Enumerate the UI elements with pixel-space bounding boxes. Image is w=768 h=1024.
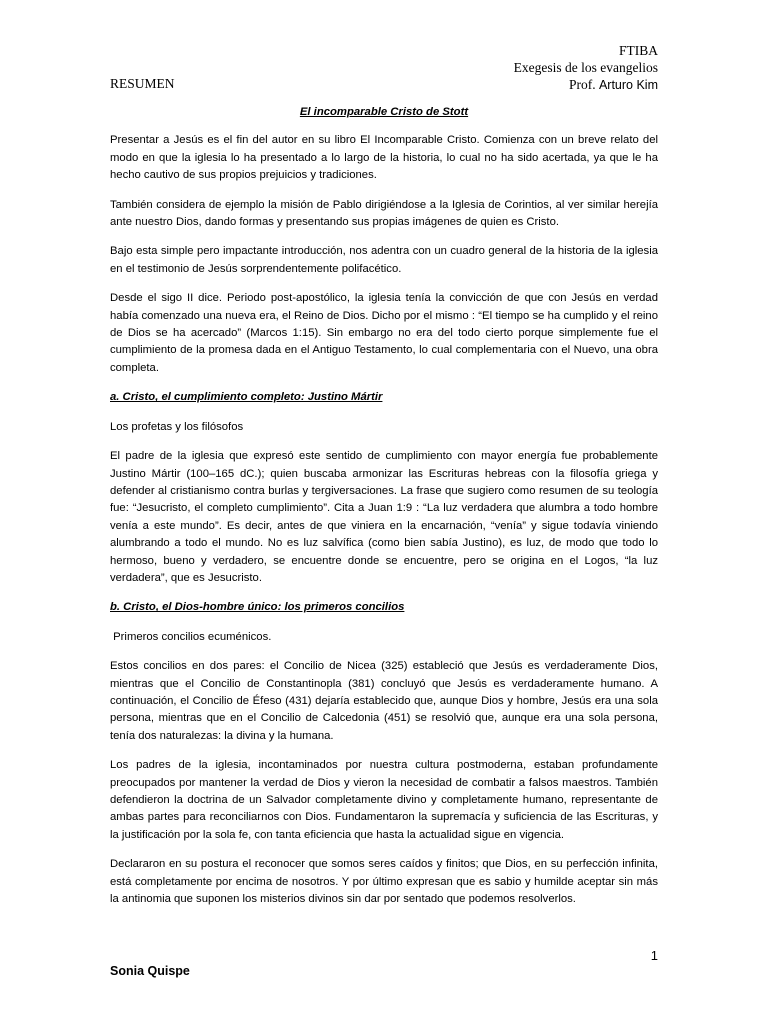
header-info [514, 42, 658, 94]
document-body [110, 104, 658, 920]
professor-name: Arturo Kim [598, 78, 658, 92]
professor-line [514, 76, 658, 94]
resumen-label: RESUMEN [110, 76, 175, 91]
section-heading: a. Cristo, el cumplimiento completo: Justino Mártir [110, 391, 383, 404]
section-subheading: Primeros concilios ecuménicos. [110, 630, 272, 643]
paragraph: También considera de ejemplo la misión de Pablo dirigiéndose a la Iglesia de Corintios, al ver similar herejía ante nuestro Dios, dando formas y presentando sus propias imágenes de quien es Cristo. [110, 198, 658, 229]
paragraph: Bajo esta simple pero impactante introducción, nos adentra con un cuadro general de la historia de la iglesia en el testimonio de Jesús sorprendentemente polifacético. [110, 245, 658, 275]
paragraph: Declararon en su postura el reconocer que somos seres caídos y finitos; que Dios, en su perfección infinita, está completamente por encima de nosotros. Y por último expresan que es sabio y humilde aceptar sin más la antinomia que suponen los misterios divinos sin dar por sentado que podemos resolverlos. [110, 858, 658, 906]
paragraph: El padre de la iglesia que expresó este sentido de cumplimiento con mayor energía fue probablemente Justino Mártir (100–165 dC.); quien buscaba armonizar las Escrituras hebreas con la filosofía griega y defender al cristianismo contra burlas y tergiversaciones. La frase que sugiero como resumen de su teología fue: “Jesucristo, el completo cumplimiento”. Cita a Juan 1:9 : “La luz verdadera que alumbra a todo hombre venía a este mundo”. Es decir, antes de que viniera en la encarnación, “venía” y sigue todavía viniendo alumbrando a todo el mundo. No es luz salvífica (como bien sabía Justino), es luz, de modo que todo lo hermoso, bueno y verdadero, se encuentre donde se encuentre, pero se origina en el Logos, “la luz verdadera”, que es Jesucristo. [110, 450, 658, 584]
section-subheading: Los profetas y los filósofos [110, 420, 244, 433]
paragraph: Presentar a Jesús es el fin del autor en su libro El Incomparable Cristo. Comienza con un breve relato del modo en que la iglesia lo ha presentado a lo largo de la historia, lo cual no ha sido acertada, ya que le ha hecho cautivo de sus propios prejuicios y tradiciones. [110, 134, 658, 182]
course-name: Exegesis de los evangelios [513, 60, 658, 75]
paragraph: Los padres de la iglesia, incontaminados por nuestra cultura postmoderna, estaban profundamente preocupados por mantener la verdad de Dios y vieron la necesidad de combatir a falsos maestros. También defendieron la doctrina de un Salvador completamente divino y completamente humano, representante de ambas partes para reconciliarnos con Dios. Fundamentaron la supremacía y suficiencia de las Escrituras, y la justificación por la sola fe, con tanta eficiencia que hasta la actualidad sigue en vigencia. [110, 759, 658, 841]
footer-author: Sonia Quispe [110, 964, 190, 978]
page-number: 1 [650, 948, 658, 963]
paragraph: Desde el sigo II dice. Periodo post-apostólico, la iglesia tenía la convicción de que con Jesús en verdad había comenzado una nueva era, el Reino de Dios. Dicho por el mismo : “El tiempo se ha cumplido y el reino de Dios se ha acercado” (Marcos 1:15). Sin embargo no era del todo cierto porque simplemente fue el cumplimiento de la promesa dada en el Antiguo Testamento, lo cual complementaria con el Nuevo, una obra completa. [110, 292, 658, 374]
professor-prefix: Prof. [568, 77, 599, 92]
section-heading: b. Cristo, el Dios-hombre único: los primeros concilios [110, 601, 405, 614]
paragraph: Estos concilios en dos pares: el Concilio de Nicea (325) estableció que Jesús es verdaderamente Dios, mientras que el Concilio de Constantinopla (381) concluyó que Jesús es verdaderamente humano. A continuación, el Concilio de Éfeso (431) dejaría establecido que, aunque Dios y hombre, Jesús era una sola persona, mientras que en el Concilio de Calcedonia (451) se resolvió que, aunque era una sola persona, tenía dos naturalezas: la divina y la humana. [110, 660, 658, 742]
document-title: El incomparable Cristo de Stott [299, 106, 469, 118]
institution-name: FTIBA [618, 43, 658, 58]
